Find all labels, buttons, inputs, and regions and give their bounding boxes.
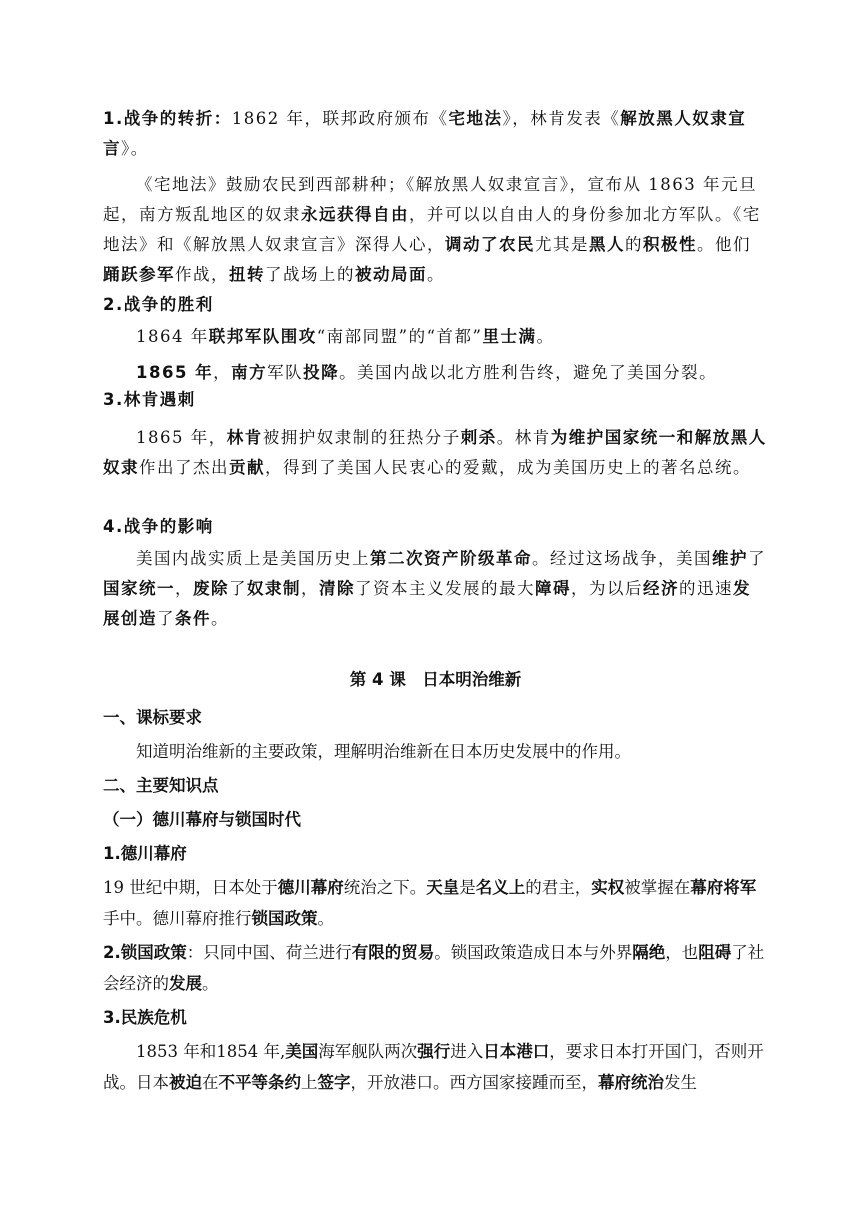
text: ， [213,363,232,382]
bold-term: 南方 [231,363,268,382]
text: 被掌握在 [624,878,691,897]
paragraph [103,322,768,352]
text: 作战， [175,265,229,284]
section-heading: 2.战争的胜利 [103,295,214,314]
bold-term: 第二次资产阶级革命 [370,549,532,568]
text: 作出了杰出 [139,458,229,477]
paragraph: 知道明治维新的主要政策，理解明治维新在日本历史发展中的作用。 [136,742,631,761]
bold-term: 林肯 [226,428,263,447]
section-heading: 一、课标要求 [103,708,202,727]
bold-term: 发展创造 [103,579,751,628]
subsection-heading: （一）德川幕府与锁国时代 [103,810,301,829]
text: 的君主， [525,878,592,897]
text: 1865 年， [136,428,227,447]
bold-term: 调动了农民 [445,235,535,254]
bold-term: 永远获得自由 [301,205,409,224]
text: 军队 [267,363,304,382]
text: ，开放港口。西方国家接踵而至， [350,1073,598,1092]
bold-term: 签字 [317,1073,351,1092]
section-heading: 2.锁国政策 [103,943,187,962]
bold-term: 维护 [712,549,748,568]
paragraph [103,872,768,934]
bold-term: 刺杀 [460,428,497,447]
bold-term: 被迫 [169,1073,202,1092]
text: 在 [202,1073,219,1092]
bold-term: 障碍 [535,579,571,598]
bold-term: 强行 [417,1042,451,1061]
text: 了 [157,609,175,628]
paragraph [103,423,768,483]
bold-term: 为维护国家统一和解放黑人奴隶 [103,428,767,477]
text: 。 [202,974,219,993]
text: 。 [427,265,445,284]
paragraph [103,104,768,164]
section-heading: 4.战争的影响 [103,517,214,536]
text: 海军舰队两次 [318,1042,418,1061]
paragraph [103,358,768,388]
bold-term: 解放黑人奴隶宣言 [103,109,747,158]
text: 是 [459,878,476,897]
bold-term: 黑人 [589,235,625,254]
bold-term: 贡献 [229,458,265,477]
text: 了战场上的 [265,265,355,284]
section-heading: 1.德川幕府 [103,844,187,863]
text: 了社会经济的 [103,943,765,993]
text: 发生 [664,1073,697,1092]
paragraph [103,937,768,999]
text: 了 [229,579,247,598]
bold-term: 不平等条约 [218,1073,301,1092]
text: 。 [317,909,334,928]
text: ，得到了美国人民衷心的爱戴，成为美国历史上的著名总统。 [265,458,751,477]
text: 了 [748,549,766,568]
bold-term: 阻碍 [698,943,732,962]
bold-term: 隔绝 [632,943,666,962]
lesson-title: 第 4 课 日本明治维新 [349,670,522,689]
bold-term: 被动局面 [355,265,427,284]
text: ，也 [665,943,699,962]
text: 进入 [450,1042,484,1061]
text: 。林肯 [496,428,551,447]
bold-term: 锁国政策 [251,909,318,928]
bold-term: 幕府统治 [598,1073,664,1092]
bold-term: 美国 [285,1042,319,1061]
text: 。经过这场战争，美国 [532,549,712,568]
text: 。 [211,609,229,628]
bold-term: 发展 [169,974,202,993]
text: 了资本主义发展的最大 [355,579,535,598]
text: 手中。德川幕府推行 [103,909,252,928]
bold-term: 天皇 [426,878,460,897]
bold-term: 条件 [175,609,211,628]
text: 统治之下。 [343,878,427,897]
bold-term: 奴隶制 [247,579,301,598]
text: 尤其是 [535,235,589,254]
bold-term: 1865 年 [136,363,214,382]
bold-term: 幕府将军 [690,878,757,897]
text: ， [175,579,193,598]
text: 》，林肯发表《 [502,109,621,128]
bold-term: 德川幕府 [277,878,344,897]
section-heading: 3.民族危机 [103,1008,187,1027]
section-war-turning-point [103,104,768,290]
text: ，为以后 [571,579,643,598]
bold-term: 有限的贸易 [351,943,435,962]
text: 被拥护奴隶制的狂热分子 [262,428,461,447]
text: 19 世纪中期，日本处于 [103,878,278,897]
text: 《宅地法》鼓励农民到西部耕种；《解放黑人奴隶宣言》，宣布从 1863 年元旦起，南方叛乱地区的奴隶 [103,175,757,224]
text: 1853 年和1854 年, [136,1042,286,1061]
bold-term: 废除 [193,579,229,598]
bold-term: 积极性 [643,235,697,254]
text: 。美国内战以北方胜利告终，避免了美国分裂。 [339,363,718,382]
section-heading: 1.战争的转折： [103,109,232,128]
bold-term: 投降 [303,363,340,382]
bold-term: 踊跃参军 [103,265,175,284]
text: ：只同中国、荷兰进行 [186,943,352,962]
text: ，并可以以自由人的身份参加北方军队。《宅地法》和《解放黑人奴隶宣言》深得人心， [103,205,761,254]
text: 。他们 [697,235,751,254]
bold-term: 联邦军队围攻 [208,327,317,346]
text: ， [301,579,319,598]
section-heading: 二、主要知识点 [103,776,219,795]
paragraph [103,170,768,290]
section-heading: 3.林肯遇刺 [103,390,196,409]
paragraph [103,544,768,634]
text: ，要求日本打开国门，否则开战。日本 [103,1042,764,1092]
text: 》。 [121,139,149,158]
section-war-impact [103,512,768,634]
text: “南部同盟”的“首都” [316,327,483,346]
text: 1864 年 [136,327,209,346]
bold-term: 国家统一 [103,579,175,598]
text: 的 [625,235,643,254]
text: 1862 年，联邦政府颁布《 [231,109,449,128]
section-war-victory [103,290,768,388]
bold-term: 实权 [591,878,625,897]
bold-term: 名义上 [475,878,526,897]
bold-term: 宅地法 [448,109,503,128]
bold-term: 日本港口 [483,1042,550,1061]
bold-term: 清除 [319,579,355,598]
section-lincoln-assassination [103,385,768,483]
text: 。 [536,327,555,346]
paragraph [103,1036,768,1098]
bold-term: 里士满 [482,327,537,346]
bold-term: 经济 [643,579,679,598]
text: 的迅速 [679,579,733,598]
lesson-body [103,702,768,1098]
text: 美国内战实质上是美国历史上 [136,549,370,568]
text: 上 [301,1073,318,1092]
bold-term: 扭转 [229,265,265,284]
text: 。锁国政策造成日本与外界 [434,943,633,962]
